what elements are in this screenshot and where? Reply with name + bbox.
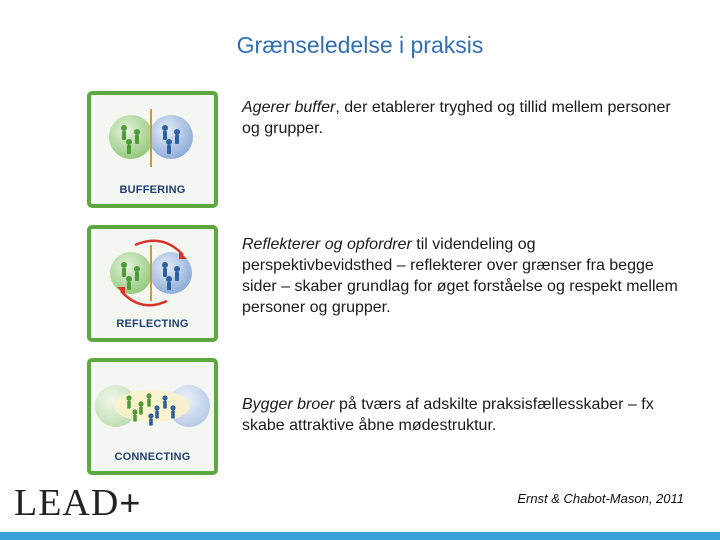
bottom-bar: [0, 532, 720, 540]
reflecting-description: [242, 234, 682, 318]
buffering-label: BUFFERING: [119, 184, 186, 196]
slide-title: Grænseledelse i praksis: [236, 32, 484, 58]
connecting-emphasis: Bygger broer: [242, 396, 335, 413]
lead-logo: [14, 481, 141, 525]
reflecting-text: til videndeling og perspektivbevidsthed – reflekterer over grænser fra begge sider – skaber grundlag for øget forståelse og respekt mellem personer og grupper.: [242, 236, 678, 316]
reflecting-emphasis: Reflekterer og opfordrer: [242, 236, 412, 253]
reflecting-label: REFLECTING: [116, 318, 189, 330]
buffering-text: , der etablerer tryghed og tillid mellem personer og grupper.: [242, 99, 671, 137]
connecting-description: [242, 394, 682, 436]
reflecting-card: [87, 225, 218, 342]
logo-text: LEAD: [14, 482, 120, 524]
logo-plus: +: [119, 482, 142, 523]
buffering-emphasis: Agerer buffer: [242, 99, 336, 116]
buffering-description: [242, 97, 682, 139]
connecting-text: på tværs af adskilte praksisfællesskaber – fx skabe attraktive åbne mødestruktur.: [242, 396, 654, 434]
connecting-card: [87, 358, 218, 475]
connecting-label: CONNECTING: [114, 451, 191, 463]
buffering-card: [87, 91, 218, 208]
citation: Ernst & Chabot-Mason, 2011: [517, 491, 684, 506]
